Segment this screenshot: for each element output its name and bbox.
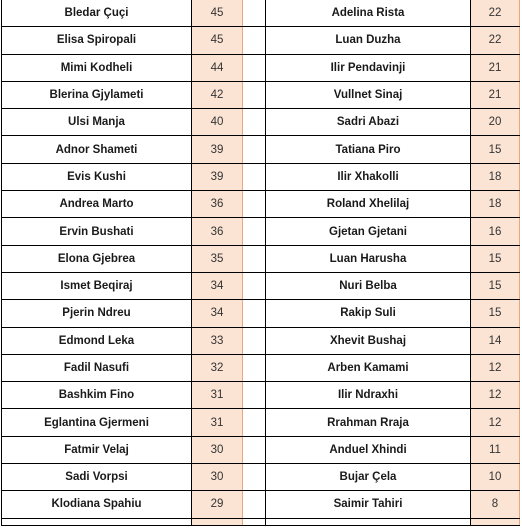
separator-cell	[243, 464, 266, 491]
partial-cell	[266, 518, 471, 525]
separator-cell	[243, 300, 266, 327]
table-row	[2, 191, 520, 218]
left-score-cell: 33	[192, 327, 243, 354]
left-score-cell: 34	[192, 300, 243, 327]
left-name-cell: Pjerin Ndreu	[2, 300, 192, 327]
left-name-cell: Adnor Shameti	[2, 136, 192, 163]
right-score-cell: 8	[471, 491, 520, 518]
table-row	[2, 436, 520, 463]
separator-cell	[243, 191, 266, 218]
left-score-cell: 30	[192, 464, 243, 491]
separator-cell	[243, 27, 266, 54]
separator-cell	[243, 272, 266, 299]
left-name-cell: Ulsi Manja	[2, 109, 192, 136]
left-score-cell: 42	[192, 81, 243, 108]
separator-cell	[243, 0, 266, 27]
right-score-cell: 14	[471, 327, 520, 354]
left-score-cell: 29	[192, 491, 243, 518]
right-name-cell: Arben Kamami	[266, 354, 471, 381]
table-row	[2, 109, 520, 136]
table-row	[2, 27, 520, 54]
right-name-cell: Rrahman Rraja	[266, 409, 471, 436]
right-score-cell: 15	[471, 300, 520, 327]
separator-cell	[243, 382, 266, 409]
left-score-cell: 45	[192, 27, 243, 54]
right-score-cell: 15	[471, 272, 520, 299]
table-row	[2, 382, 520, 409]
right-score-cell: 16	[471, 218, 520, 245]
left-name-cell: Fadil Nasufi	[2, 354, 192, 381]
left-name-cell: Mimi Kodheli	[2, 54, 192, 81]
left-score-cell: 35	[192, 245, 243, 272]
left-name-cell: Andrea Marto	[2, 191, 192, 218]
separator-cell	[243, 409, 266, 436]
table-row	[2, 409, 520, 436]
ranking-table	[1, 0, 520, 526]
right-name-cell: Vullnet Sinaj	[266, 81, 471, 108]
left-name-cell: Ervin Bushati	[2, 218, 192, 245]
separator-cell	[243, 81, 266, 108]
table-row	[2, 81, 520, 108]
left-score-cell: 30	[192, 436, 243, 463]
right-score-cell: 18	[471, 191, 520, 218]
right-name-cell: Ilir Pendavinji	[266, 54, 471, 81]
left-name-cell: Edmond Leka	[2, 327, 192, 354]
right-name-cell: Saimir Tahiri	[266, 491, 471, 518]
table-row	[2, 218, 520, 245]
left-name-cell: Klodiana Spahiu	[2, 491, 192, 518]
left-score-cell: 44	[192, 54, 243, 81]
separator-cell	[243, 218, 266, 245]
table-row	[2, 163, 520, 190]
separator-cell	[243, 163, 266, 190]
left-name-cell: Ismet Beqiraj	[2, 272, 192, 299]
right-score-cell: 22	[471, 27, 520, 54]
table-row	[2, 0, 520, 27]
separator-cell	[243, 136, 266, 163]
left-score-cell: 34	[192, 272, 243, 299]
right-score-cell: 10	[471, 464, 520, 491]
separator-cell	[243, 354, 266, 381]
table-row	[2, 136, 520, 163]
right-score-cell: 15	[471, 136, 520, 163]
separator-cell	[243, 54, 266, 81]
table-row	[2, 327, 520, 354]
separator-cell	[243, 109, 266, 136]
left-name-cell: Blerina Gjylameti	[2, 81, 192, 108]
left-score-cell: 45	[192, 0, 243, 27]
separator-cell	[243, 245, 266, 272]
right-name-cell: Nuri Belba	[266, 272, 471, 299]
partial-cell	[192, 518, 243, 525]
left-name-cell: Bashkim Fino	[2, 382, 192, 409]
right-score-cell: 21	[471, 54, 520, 81]
right-name-cell: Rakip Suli	[266, 300, 471, 327]
left-score-cell: 32	[192, 354, 243, 381]
left-score-cell: 31	[192, 409, 243, 436]
table-row	[2, 491, 520, 518]
right-name-cell: Ilir Xhakolli	[266, 163, 471, 190]
left-name-cell: Elona Gjebrea	[2, 245, 192, 272]
right-score-cell: 15	[471, 245, 520, 272]
left-name-cell: Fatmir Velaj	[2, 436, 192, 463]
left-score-cell: 40	[192, 109, 243, 136]
separator-cell	[243, 491, 266, 518]
right-score-cell: 18	[471, 163, 520, 190]
right-score-cell: 20	[471, 109, 520, 136]
ranking-table-body	[2, 0, 520, 525]
table-row	[2, 464, 520, 491]
partial-cell	[243, 518, 266, 525]
table-row-partial	[2, 518, 520, 525]
right-score-cell: 12	[471, 382, 520, 409]
table-row	[2, 54, 520, 81]
partial-cell	[471, 518, 520, 525]
left-name-cell: Evis Kushi	[2, 163, 192, 190]
right-score-cell: 12	[471, 409, 520, 436]
left-name-cell: Bledar Çuçi	[2, 0, 192, 27]
separator-cell	[243, 436, 266, 463]
right-name-cell: Adelina Rista	[266, 0, 471, 27]
right-name-cell: Xhevit Bushaj	[266, 327, 471, 354]
right-name-cell: Sadri Abazi	[266, 109, 471, 136]
partial-cell	[2, 518, 192, 525]
right-score-cell: 11	[471, 436, 520, 463]
left-score-cell: 39	[192, 136, 243, 163]
right-name-cell: Anduel Xhindi	[266, 436, 471, 463]
right-name-cell: Bujar Çela	[266, 464, 471, 491]
right-name-cell: Luan Duzha	[266, 27, 471, 54]
left-score-cell: 31	[192, 382, 243, 409]
table-row	[2, 245, 520, 272]
left-name-cell: Eglantina Gjermeni	[2, 409, 192, 436]
left-name-cell: Sadi Vorpsi	[2, 464, 192, 491]
separator-cell	[243, 327, 266, 354]
left-score-cell: 39	[192, 163, 243, 190]
right-name-cell: Tatiana Piro	[266, 136, 471, 163]
right-name-cell: Luan Harusha	[266, 245, 471, 272]
left-score-cell: 36	[192, 218, 243, 245]
left-score-cell: 36	[192, 191, 243, 218]
right-score-cell: 12	[471, 354, 520, 381]
table-row	[2, 300, 520, 327]
right-name-cell: Gjetan Gjetani	[266, 218, 471, 245]
right-score-cell: 22	[471, 0, 520, 27]
table-row	[2, 354, 520, 381]
table-row	[2, 272, 520, 299]
right-score-cell: 21	[471, 81, 520, 108]
left-name-cell: Elisa Spiropali	[2, 27, 192, 54]
right-name-cell: Roland Xhelilaj	[266, 191, 471, 218]
right-name-cell: Ilir Ndraxhi	[266, 382, 471, 409]
